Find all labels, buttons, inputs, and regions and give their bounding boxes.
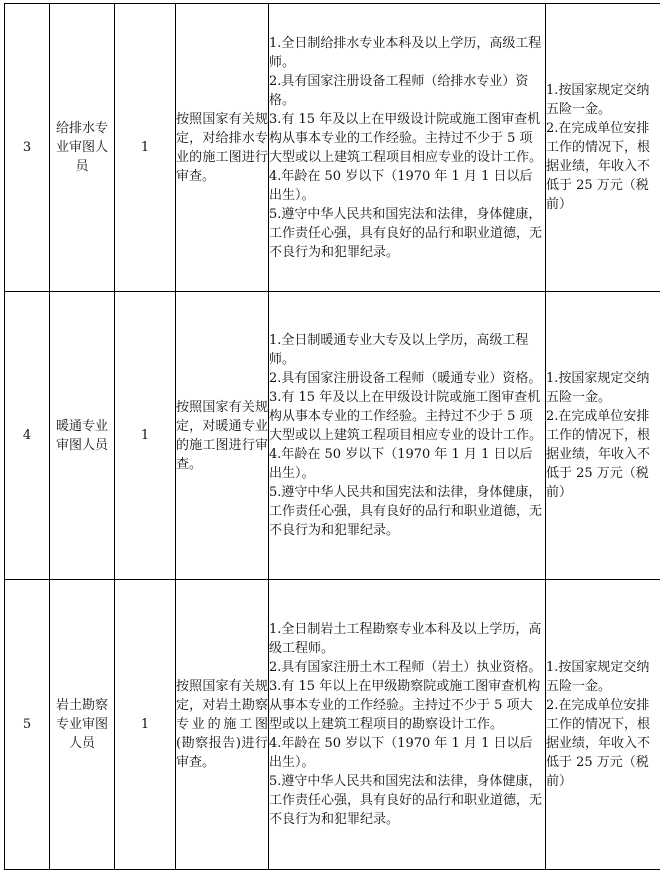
requirement-item: 4.年龄在 50 岁以下（1970 年 1 月 1 日以后出生）。 (269, 168, 533, 203)
headcount: 1 (115, 4, 176, 292)
requirement-item: 3.有 15 年及以上在甲级设计院或施工图审查机构从事本专业的工作经验。主持过不少于 5 项大型或以上建筑工程项目相应专业的设计工作。 (269, 390, 543, 443)
row-number: 4 (5, 292, 50, 580)
requirement-item: 3.有 15 年及以上在甲级设计院或施工图审查机构从事本专业的工作经验。主持过不少于 5 项大型或以上建筑工程项目相应专业的设计工作。 (269, 111, 543, 165)
requirement-item: 1.全日制暖通专业大专及以上学历，高级工程师。 (269, 333, 529, 367)
job-benefits (546, 580, 660, 870)
row-number: 3 (5, 4, 50, 292)
requirement-item: 2.具有国家注册设备工程师（暖通专业）资格。 (269, 371, 542, 386)
benefit-item: 2.在完成单位安排工作的情况下，根据业绩，年收入不低于 25 万元（税前） (546, 698, 651, 789)
job-requirements (269, 4, 546, 292)
table-row (5, 4, 660, 292)
position-title: 岩土勘察专业审图人员 (50, 580, 115, 870)
requirement-item: 3.有 15 年以上在甲级勘察院或施工图审查机构从事本专业的工作经验。主持过不少于 5 项大型或以上建筑工程项目的勘察设计工作。 (269, 679, 541, 732)
requirement-item: 5.遵守中华人民共和国宪法和法律，身体健康，工作责任心强，具有良好的品行和职业道德，无不良行为和犯罪纪录。 (269, 774, 543, 827)
table-row (5, 580, 660, 870)
job-duty: 按照国家有关规定，对给排水专业的施工图进行审查。 (176, 4, 269, 292)
job-benefits (546, 4, 660, 292)
headcount: 1 (115, 580, 176, 870)
benefit-item: 1.按国家规定交纳五险一金。 (546, 660, 650, 694)
job-benefits (546, 292, 660, 580)
job-requirements (269, 580, 546, 870)
job-duty: 按照国家有关规定，对暖通专业的施工图进行审查。 (176, 292, 269, 580)
job-duty: 按照国家有关规定，对岩土勘察专业的施工图(勘察报告)进行审查。 (176, 580, 269, 870)
row-number: 5 (5, 580, 50, 870)
table-row (5, 292, 660, 580)
position-title: 暖通专业审图人员 (50, 292, 115, 580)
benefit-item: 1.按国家规定交纳五险一金。 (546, 371, 650, 405)
job-requirements-table (4, 3, 660, 870)
benefit-item: 2.在完成单位安排工作的情况下，根据业绩，年收入不低于 25 万元（税前） (546, 121, 651, 212)
requirement-item: 4.年龄在 50 岁以下（1970 年 1 月 1 日以后出生）。 (269, 736, 533, 770)
requirement-item: 1.全日制岩土工程勘察专业本科及以上学历，高级工程师。 (269, 622, 542, 656)
requirement-item: 5.遵守中华人民共和国宪法和法律，身体健康，工作责任心强，具有良好的品行和职业道德，无不良行为和犯罪纪录。 (269, 206, 543, 260)
requirement-item: 5.遵守中华人民共和国宪法和法律，身体健康，工作责任心强，具有良好的品行和职业道德，无不良行为和犯罪纪录。 (269, 485, 543, 538)
requirement-item: 1.全日制给排水专业本科及以上学历，高级工程师。 (269, 35, 542, 70)
requirement-item: 4.年龄在 50 岁以下（1970 年 1 月 1 日以后出生）。 (269, 447, 533, 481)
benefit-item: 1.按国家规定交纳五险一金。 (546, 83, 650, 117)
job-requirements (269, 292, 546, 580)
benefit-item: 2.在完成单位安排工作的情况下，根据业绩，年收入不低于 25 万元（税前） (546, 409, 651, 500)
requirement-item: 2.具有国家注册土木工程师（岩土）执业资格。 (269, 660, 542, 675)
requirement-item: 2.具有国家注册设备工程师（给排水专业）资格。 (269, 73, 529, 108)
headcount: 1 (115, 292, 176, 580)
position-title: 给排水专业审图人员 (50, 4, 115, 292)
